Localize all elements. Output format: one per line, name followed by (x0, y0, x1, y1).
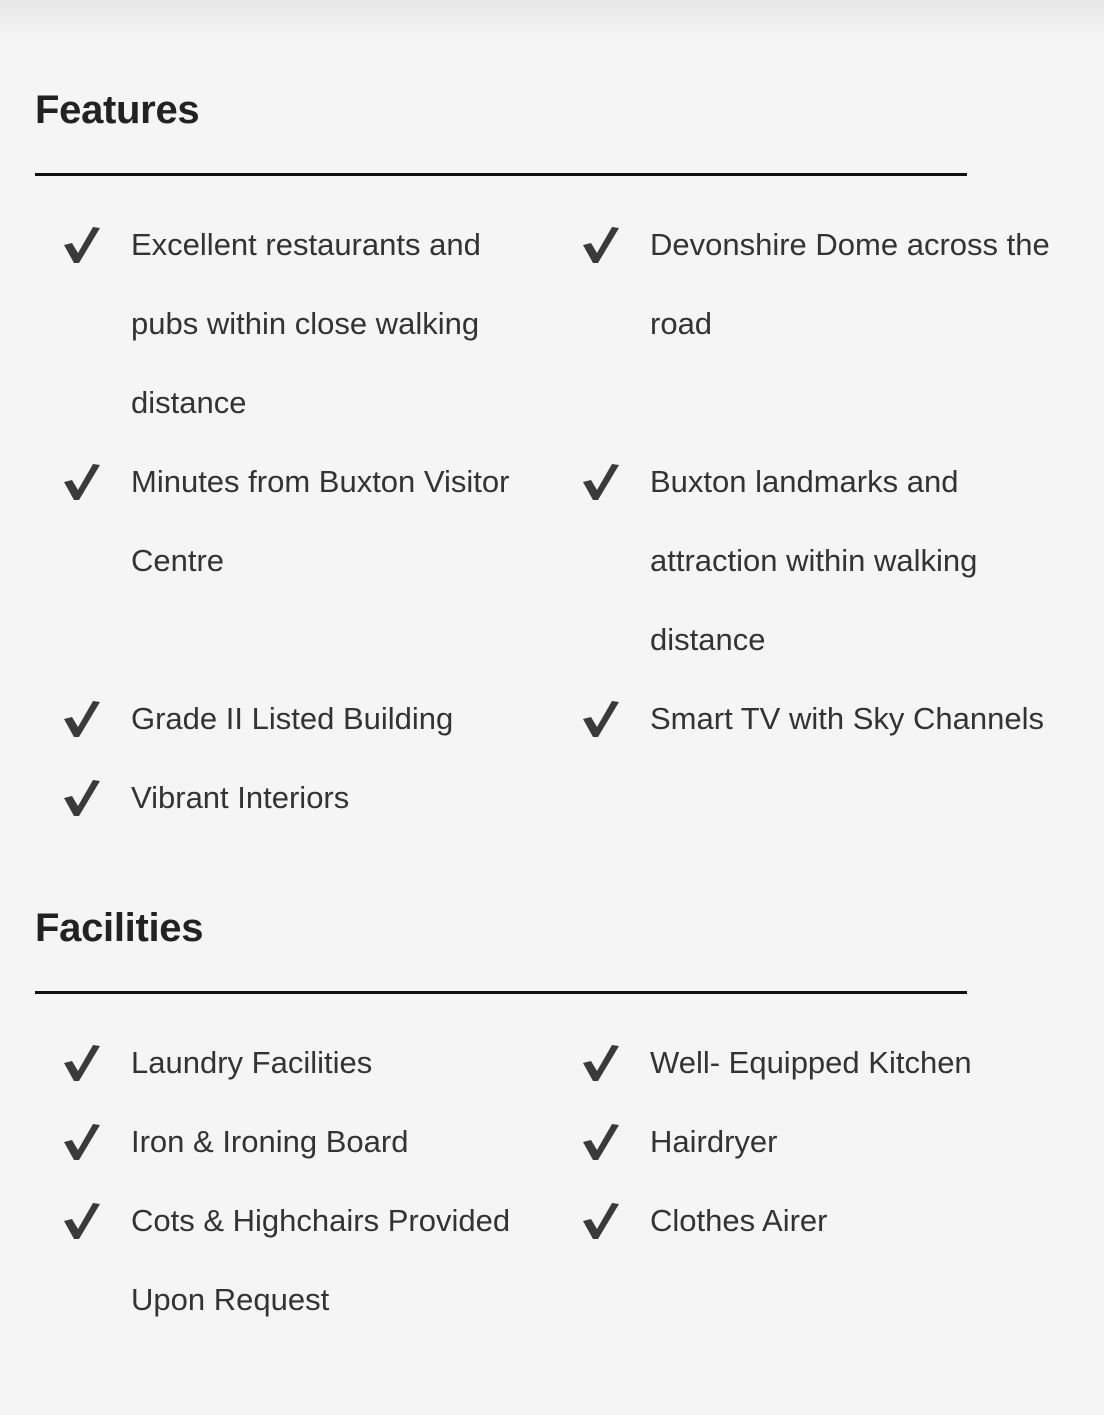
features-section (35, 84, 1104, 837)
check-icon (581, 462, 621, 502)
facilities-title: Facilities (35, 906, 204, 950)
facility-item (35, 1023, 554, 1102)
feature-item (35, 679, 554, 758)
top-shadow (0, 0, 1104, 40)
features-title: Features (35, 88, 200, 132)
feature-label: Vibrant Interiors (131, 780, 350, 815)
feature-item (35, 758, 554, 837)
check-icon (62, 225, 102, 265)
check-icon (62, 1201, 102, 1241)
check-icon (581, 225, 621, 265)
facilities-section (35, 902, 1104, 1339)
facility-item (35, 1181, 554, 1339)
facility-item (554, 1023, 1074, 1102)
feature-label: Excellent restaurants and pubs within close walking distance (131, 227, 481, 420)
facility-label: Cots & Highchairs Provided Upon Request (131, 1203, 511, 1317)
facility-item (35, 1102, 554, 1181)
facility-label: Well- Equipped Kitchen (650, 1045, 972, 1080)
check-icon (581, 1122, 621, 1162)
feature-item (554, 205, 1074, 442)
check-icon (581, 1201, 621, 1241)
feature-item (35, 442, 554, 679)
check-icon (62, 462, 102, 502)
check-icon (62, 1122, 102, 1162)
check-icon (62, 699, 102, 739)
feature-label: Minutes from Buxton Visitor Centre (131, 464, 510, 578)
feature-label: Smart TV with Sky Channels (650, 701, 1044, 736)
facility-label: Hairdryer (650, 1124, 778, 1159)
check-icon (581, 1043, 621, 1083)
facility-item (554, 1102, 1074, 1181)
feature-item (35, 205, 554, 442)
facility-label: Iron & Ironing Board (131, 1124, 409, 1159)
facilities-list (35, 1023, 1104, 1339)
feature-item (554, 679, 1074, 758)
feature-item (554, 442, 1074, 679)
check-icon (62, 778, 102, 818)
feature-label: Grade II Listed Building (131, 701, 454, 736)
facility-label: Clothes Airer (650, 1203, 828, 1238)
feature-label: Buxton landmarks and attraction within walking distance (650, 464, 978, 657)
features-divider (35, 173, 967, 176)
features-list (35, 205, 1104, 837)
feature-label: Devonshire Dome across the road (650, 227, 1050, 341)
facility-label: Laundry Facilities (131, 1045, 373, 1080)
facilities-divider (35, 991, 967, 994)
check-icon (581, 699, 621, 739)
check-icon (62, 1043, 102, 1083)
facility-item (554, 1181, 1074, 1339)
